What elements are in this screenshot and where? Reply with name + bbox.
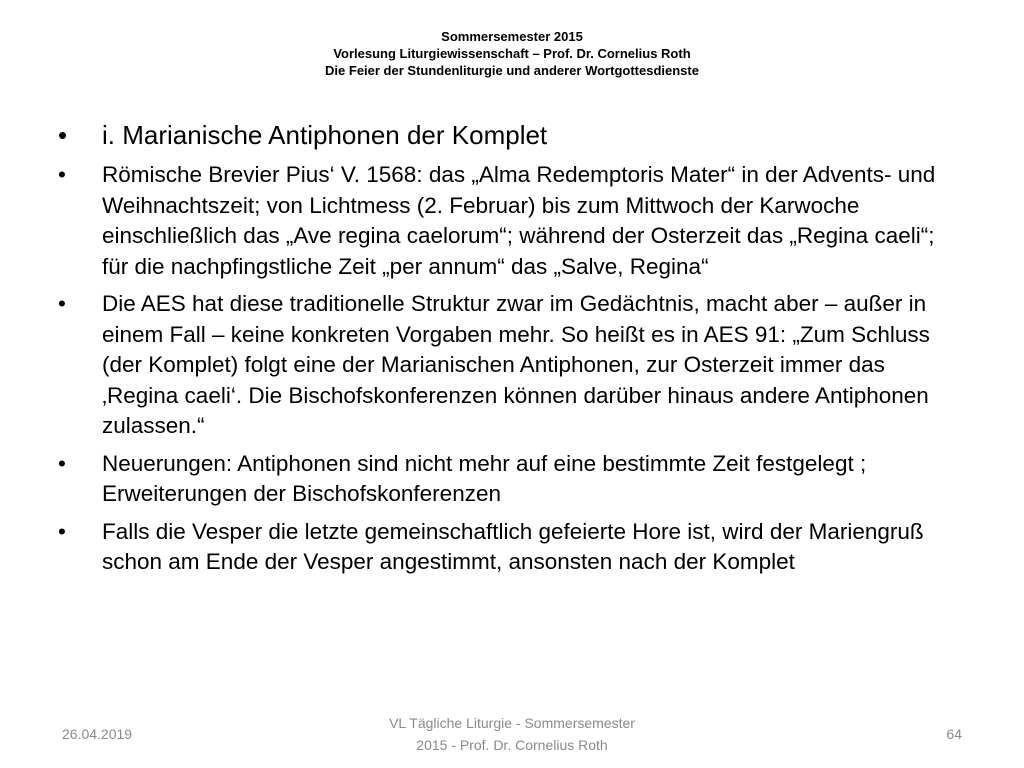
bullet-item: [58, 289, 958, 442]
header-topic: Die Feier der Stundenliturgie und anderer Wortgottesdienste: [325, 63, 699, 78]
bullet-dot-icon: •: [58, 450, 66, 476]
footer-title: [362, 712, 662, 756]
bullet-list: [58, 118, 958, 585]
bullet-item: [58, 160, 958, 282]
bullet-dot-icon: •: [58, 291, 66, 316]
footer-title-line: 2015 - Prof. Dr. Cornelius Roth: [416, 737, 608, 753]
footer-title-line: VL Tägliche Liturgie - Sommersemester: [389, 715, 635, 731]
bullet-dot-icon: •: [58, 162, 66, 187]
bullet-text: Neuerungen: Antiphonen sind nicht mehr auf eine bestimmte Zeit festgelegt ; Erweiterungen der Bischofskonferenzen: [102, 450, 867, 506]
page-number: 64: [946, 726, 962, 742]
bullet-text: Römische Brevier Pius‘ V. 1568: das „Alma Redemptoris Mater“ in der Advents- und Weihnachtszeit; von Lichtmess (2. Februar) bis zum Mittwoch der Karwoche einschließlich das „Ave regina caelorum“; während der Osterzeit das „Regina caeli“; für die nachpfingstliche Zeit „per annum“ das „Salve, Regina“: [102, 162, 936, 279]
header-lecture: Vorlesung Liturgiewissenschaft – Prof. Dr. Cornelius Roth: [333, 46, 691, 61]
bullet-dot-icon: •: [58, 120, 68, 150]
bullet-item: [58, 449, 958, 510]
bullet-text: i. Marianische Antiphonen der Komplet: [102, 120, 548, 150]
bullet-item: [58, 118, 958, 152]
footer-date: 26.04.2019: [62, 726, 133, 742]
slide-header: [0, 28, 1024, 79]
bullet-text: Falls die Vesper die letzte gemeinschaftlich gefeierte Hore ist, wird der Mariengruß schon am Ende der Vesper angestimmt, ansonsten nach der Komplet: [102, 518, 924, 574]
bullet-dot-icon: •: [58, 518, 66, 544]
bullet-item: [58, 517, 958, 578]
bullet-text: Die AES hat diese traditionelle Struktur zwar im Gedächtnis, macht aber – außer in einem Fall – keine konkreten Vorgaben mehr. So heißt es in AES 91: „Zum Schluss (der Komplet) folgt eine der Marianischen Antiphonen, zur Osterzeit immer das ‚Regina caeli‘. Die Bischofskonferenzen können darüber hinaus andere Antiphonen zulassen.“: [102, 291, 930, 438]
header-semester: Sommersemester 2015: [441, 29, 583, 44]
